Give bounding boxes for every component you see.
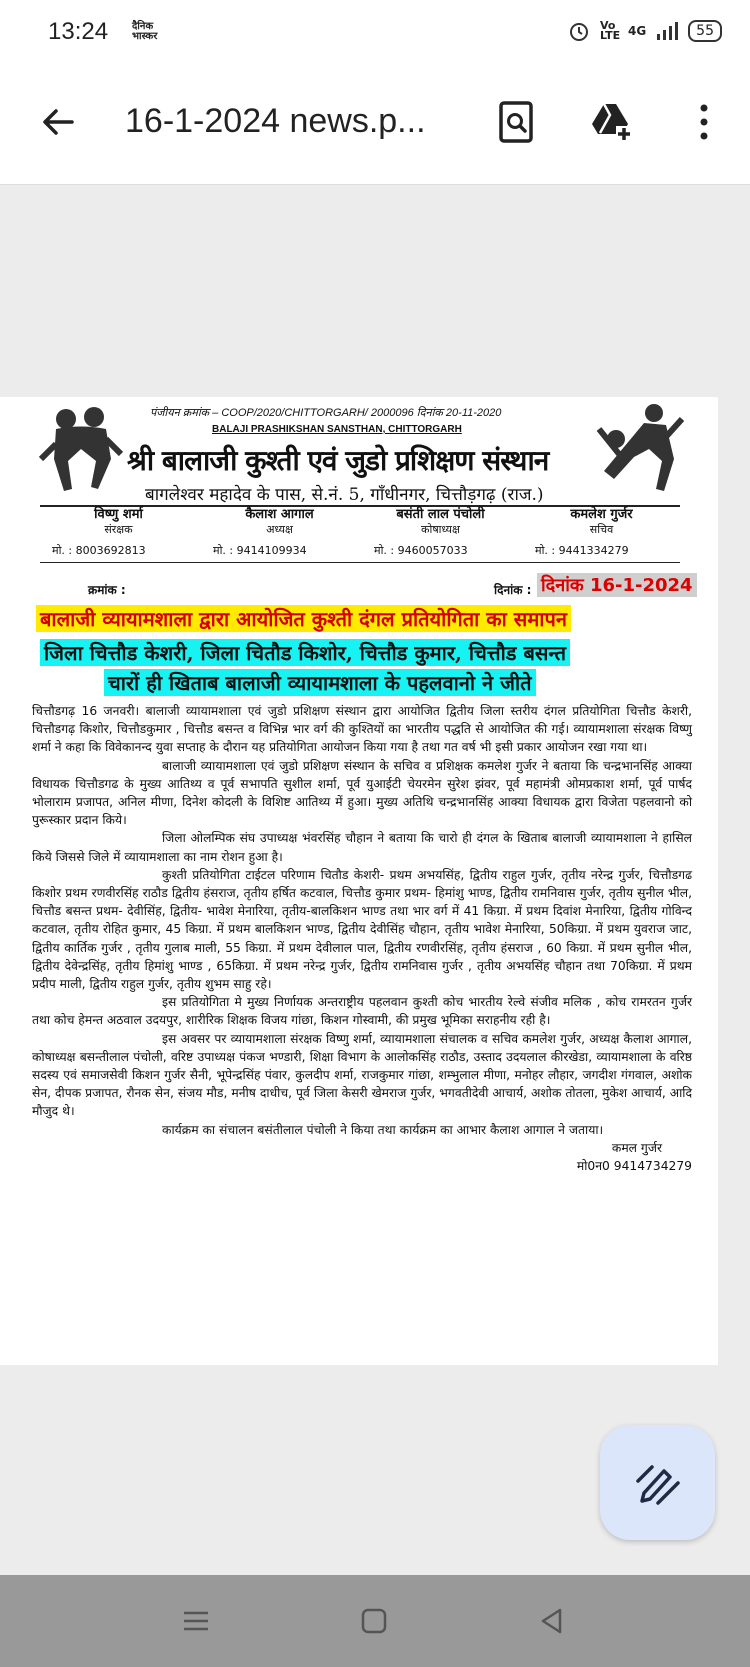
status-indicators — [568, 20, 722, 42]
status-bar — [0, 0, 750, 62]
status-time: 13:24 — [48, 18, 109, 45]
volte-label: Vo LTE — [599, 19, 621, 42]
paragraph: इस अवसर पर व्यायामशाला संरक्षक विष्णु शर्मा, व्यायामशाला संचालक व सचिव कमलेश गुर्जर, अध्यक्ष कैलाश आगाल, कोषाध्यक्ष बसन्तीलाल पंचोली, वरिष्ट उपाध्यक्ष पंकज भण्डारी, शिक्षा विभाग के आलोकसिंह राठौड, उस्ताद उदयलाल कीरखेडा, व्यायामशाला के वरिष्ठ सदस्य एवं समाजसेवी किशन गुर्जर सैनी, भूपेन्द्रसिंह पंवार, कुलदीप शर्मा, राजकुमार गांछा, शम्भुलाल मीणा, मनोहर लौहार, जगदीश गंगवाल, अशोक सेन, दीपक प्रजापत, रौनक सेन, संजय मौड, मनीष दाधीच, पूर्व जिला केसरी खेमराज गुर्जर, भगवतीदेवी आचार्य, अशोक तोतला, मुकेश आचार्य, आदि मौजुद थे। — [32, 1031, 692, 1119]
paragraph: इस प्रतियोगिता मे मुख्य निर्णायक अन्तराष्ट्रीय पहलवान कुश्ती कोच भारतीय रेल्वे संजीव मलिक , कोच रामरतन गुर्जर तथा कोच हेमन्त अठवाल उदयपुर, शारीरिक शिक्षक विजय गांछा, किशन गोस्वामी, की प्रमुख भूमिका सराहनीय रही है। — [32, 995, 692, 1028]
home-icon[interactable] — [358, 1605, 390, 1637]
headline-2: जिला चित्तौड केशरी, जिला चितौड किशोर, चित्तौड कुमार, चित्तौड बसन्त — [40, 639, 570, 666]
signature-phone: मो0न0 9414734279 — [576, 1159, 692, 1174]
registration-number: पंजीयन क्रमांक – COOP/2020/CHITTORGARH/ 2000096 दिनांक 20-11-2020 — [150, 407, 502, 419]
official-president: कैलाश आगाल अध्यक्ष मो. : 9414109934 — [213, 507, 314, 557]
drive-add-icon[interactable] — [590, 100, 634, 144]
more-vert-icon[interactable] — [680, 100, 728, 144]
document-page — [0, 397, 718, 1365]
paragraph: कार्यक्रम का संचालन बसंतीलाल पंचोली ने किया तथा कार्यक्रम का आभार कैलाश आगाल ने जताया। — [162, 1122, 604, 1137]
back-arrow-icon[interactable] — [38, 102, 78, 142]
pen-draw-icon — [634, 1459, 682, 1507]
recents-menu-icon[interactable] — [180, 1605, 212, 1637]
official-patron: विष्णु शर्मा संरक्षक मो. : 8003692813 — [52, 507, 146, 557]
paragraph: बालाजी व्यायामशाला एवं जुडो प्रशिक्षण संस्थान के सचिव व प्रशिक्षक कमलेश गुर्जर ने बताया कि चन्द्रभानसिंह आक्या विधायक चित्तौडगढ के मुख्य आतिथ्य व पूर्व सभापति सुशील शर्मा, पूर्व युआईटी चेयरमेन सुरेश झंवर, पूर्व महामंत्री ओमप्रकाश शर्मा, पूर्व पार्षद भोलाराम प्रजापत, अनिल मीणा, दिनेश कोदली के विशिष्ट आतिथ्य में हुआ। मुख्य अतिथि चन्द्रभानसिंह आक्या विधायक द्वारा विजेता पहलवानो को पुरूस्कार प्रदान किये। — [32, 758, 692, 828]
annotate-fab-button[interactable] — [600, 1425, 715, 1540]
paragraph: कुश्ती प्रतियोगिता टाईटल परिणाम चितौड केशरी- प्रथम अभयसिंह, द्वितीय राहुल गुर्जर, तृतीय नरेन्द्र गुर्जर, चित्तौडगढ किशोर प्रथम रणवीरसिंह राठौड द्वितीय हंसराज, तृतीय हर्षित कटवाल, चित्तौड कुमार प्रथम- हिमांशु भाण्ड, द्वितीय रामनिवास गुर्जर, तृतीय सुनील भील, चित्तौड बसन्त प्रथम- देवीसिंह, द्वितीय- भावेश मेनारिया, तृतीय-बालकिशन भाण्ड तथा भार वर्ग में 41 किग्रा. में प्रथम दिवांश मेनारिया, द्वितीय गोविन्द कटवाल, तृतीय रोहित कुमार, 45 किग्रा. में प्रथम बालकिशन भाण्ड, द्वितीय देवीसिंह चौहान, तृतीय भावेश मेनारिया, 50किग्रा. में प्रथम युवराज जाट, द्वितीय कार्तिक गुर्जर , तृतीय गुलाब माली, 55 किग्रा. में प्रथम देवीलाल पाल, द्वितीय रणवीरसिंह, तृतीय हंसराज , 60 किग्रा. में प्रथम सुनील भील, द्वितीय देवेन्द्रसिंह, तृतीय हिमांशु भाण्ड , 65किग्रा. में प्रथम नरेन्द्र गुर्जर, द्वितीय रामनिवास गुर्जर , तृतीय अभयसिंह चौहान तथा 70किग्रा. में प्रथम प्रदीप माली, द्वितीय राहुल गुर्जर, तृतीय शुभम साहु रहे। — [32, 867, 692, 992]
institute-name-hindi: श्री बालाजी कुश्ती एवं जुडो प्रशिक्षण संस्थान — [127, 444, 549, 477]
signal-icon — [656, 21, 678, 41]
wrestler-throw-logo-icon — [594, 399, 684, 494]
divider — [40, 562, 680, 563]
headline-3: चारों ही खिताब बालाजी व्यायामशाला के पहलवानो ने जीते — [104, 669, 536, 696]
wrestler-logo-icon — [36, 399, 126, 494]
document-viewer[interactable] — [0, 185, 750, 1575]
app-bar — [0, 62, 750, 185]
officials-row — [38, 507, 682, 558]
paragraph: जिला ओलम्पिक संघ उपाध्यक्ष भंवरसिंह चौहान ने बताया कि चारो ही दंगल के खिताब बालाजी व्यायामशाला ने हासिल किये जिससे जिले में व्यायामशाला का नाम रोशन हुआ है। — [32, 831, 692, 864]
reference-number-label: क्रमांक : — [88, 583, 126, 597]
date-value: दिनांक 16-1-2024 — [537, 573, 697, 597]
system-nav-bar — [0, 1575, 750, 1667]
date-label: दिनांक : — [494, 583, 532, 597]
alarm-icon — [568, 20, 590, 42]
article-body — [32, 702, 692, 1175]
official-secretary: कमलेश गुर्जर सचिव मो. : 9441334279 — [535, 507, 633, 557]
battery-icon: 55 — [688, 20, 722, 42]
institute-name-english: BALAJI PRASHIKSHAN SANSTHAN, CHITTORGARH — [212, 424, 462, 435]
institute-address: बागलेश्वर महादेव के पास, से.नं. 5, गाँधीनगर, चित्तौड़गढ़ (राज.) — [145, 485, 544, 505]
notification-app-icon: दैनिक भास्कर — [132, 21, 158, 42]
headline-1: बालाजी व्यायामशाला द्वारा आयोजित कुश्ती दंगल प्रतियोगिता का समापन — [36, 605, 571, 632]
signal-label: 4G — [627, 24, 647, 38]
paragraph: चित्तौडगढ़ 16 जनवरी। बालाजी व्यायामशाला एवं जुडो प्रशिक्षण संस्थान द्वारा आयोजित द्वितीय जिला स्तरीय दंगल प्रतियोगिता चित्तौड केशरी, चित्तौडगढ़ किशोर, चित्तौडकुमार , चित्तौड बसन्त व विभिन्न भार वर्ग की कुश्तियों का भारतीय पद्धति से आयोजित की गई। व्यायामशाला संरक्षक विष्णु शर्मा ने कहा कि विवेकानन्द युवा सप्ताह के दौरान यह प्रतियोगिता आयोजन किया गया है तथा गत वर्ष भी इसी प्रकार आयोजन रखा गया था। — [32, 704, 692, 755]
back-triangle-icon[interactable] — [536, 1605, 568, 1637]
signature-name: कमल गुर्जर — [611, 1140, 662, 1155]
search-document-icon[interactable] — [494, 100, 538, 144]
document-title: 16-1-2024 news.p... — [125, 102, 426, 140]
official-treasurer: बसंती लाल पंचोली कोषाध्यक्ष मो. : 9460057033 — [374, 507, 485, 557]
